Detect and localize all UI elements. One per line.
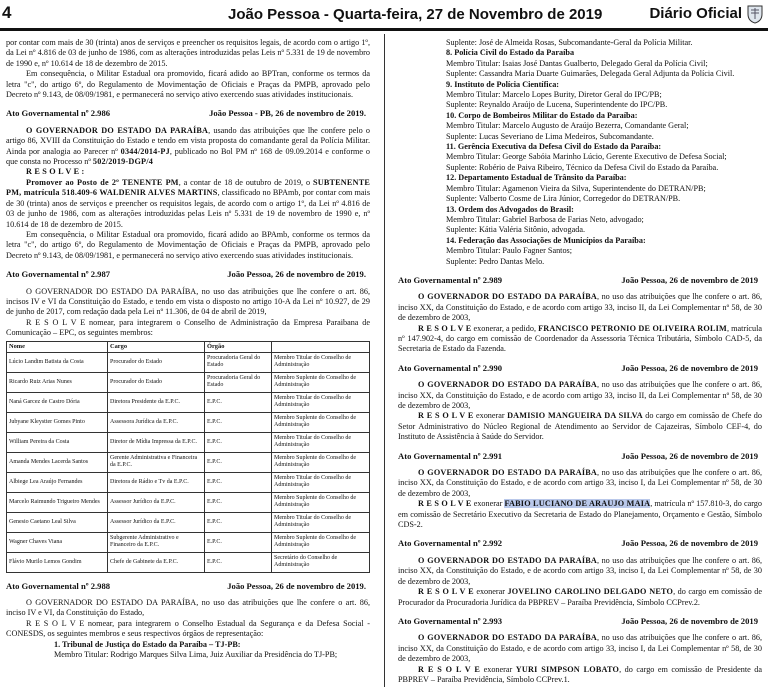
act-text: exonerar [473,587,508,597]
table-cell: Wagner Chaves Viana [7,532,108,552]
act-text: , a contar de 18 de outubro de 2019, o [178,177,313,187]
council-item: 13. Ordem dos Advogados do Brasil: [446,204,574,214]
table-body [7,352,370,572]
act-text: , no uso das atribuições que lhe confere o art. 86, inciso XX, da Constituição do Estado, e de acordo com artigo 33, inciso I, da Lei Complementar nº 58, de 30 de dezembro de 2003, [398,555,762,586]
act-body [398,633,762,664]
act-text: , matrícula nº 157.810-3, do cargo em comissão de Secretário Executivo da Secretaria de Estado do Planejamento, Orçamento e Gestão, Símbolo CDS-2. [398,499,762,530]
act-date: João Pessoa, 26 de novembro de 2019 [621,362,758,373]
table-row [7,352,370,372]
council-member: Suplente: Robério de Paiva Ribeiro, Técnico da Defesa Civil do Estado da Paraíba. [446,162,719,172]
table-row [7,432,370,452]
act-body [398,587,762,608]
act-body [398,292,762,323]
act-text: exonerar [480,664,516,674]
table-cell: Diretora Presidente da E.P.C. [108,392,205,412]
table-row [7,472,370,492]
page-header [0,0,768,32]
table-cell: E.P.C. [205,512,272,532]
council-member: Suplente: Kátia Valéria Sitônio, advogada. [446,225,586,235]
act-text: exonerar, a pedido, [471,323,539,333]
council-member: Suplente: José de Almeida Rosas, Subcomandante-Geral da Polícia Militar. [446,38,693,47]
resolve-paragraph: R E S O L V E nomear, para integrarem o Conselho Estadual da Segurança e da Defesa Social - CONESDS, os seguintes membros e seus respectivos órgãos de representação: [6,618,370,639]
table-cell: Assessora Jurídica da E.P.C. [108,412,205,432]
act-heading [398,363,762,373]
council-member: Membro Titular: Gabriel Barbosa de Farias Neto, advogado; [446,214,644,224]
council-member: Membro Titular: Marcelo Augusto de Araújo Bezerra, Comandante Geral; [446,121,689,131]
person-name: FRANCISCO PETRONIO DE OLIVEIRA ROLIM [538,323,727,333]
table-row [7,552,370,572]
table-cell: Secretário do Conselho de Administração [272,552,370,572]
act-number: Ato Governamental nº 2.986 [6,108,111,119]
table-cell: Membro Titular do Conselho de Administração [272,512,370,532]
act-date: João Pessoa, 26 de novembro de 2019 [621,615,758,626]
column-divider [384,34,385,687]
table-cell: Membro Titular do Conselho de Administração [272,352,370,372]
resolve-label: R E S O L V E : [26,167,85,177]
table-row [7,532,370,552]
act-number: Ato Governamental nº 2.991 [398,450,503,461]
table-cell: Membro Suplente do Conselho de Administração [272,412,370,432]
table-row [7,412,370,432]
table-cell: Genesio Caetano Leal Silva [7,512,108,532]
act-date: João Pessoa, 26 de novembro de 2019. [227,580,366,591]
act-text: , matrícula nº 147.902-4, do cargo em comissão de Coordenador da Assessoria Técnica Tributária, Símbolo CAD-5, da Secretaria de Estado da Fazenda. [398,323,762,354]
council-member: Membro Titular: Paulo Fagner Santos; [446,246,572,256]
table-cell: Chefe de Gabinete da E.P.C. [108,552,205,572]
table-cell: Diretor de Mídia Impressa da E.P.C. [108,432,205,452]
resolve-label: R E S O L V E [418,499,472,509]
council-member: Membro Titular: Agamenon Vieira da Silva, Superintendente do DETRAN/PB; [446,183,706,193]
council-member: Suplente: Cassandra Maria Duarte Guimarães, Delegada Geral Adjunta da Polícia Civil. [446,69,735,79]
council-members-table [6,341,370,573]
act-body [398,556,762,587]
table-cell: E.P.C. [205,552,272,572]
act-heading [398,275,762,285]
column-header: Nome [7,341,108,352]
council-item: 11. Gerência Executiva da Defesa Civil do Estado da Paraíba: [446,142,662,152]
table-row [7,452,370,472]
resolve-line [6,167,370,177]
act-text: , no uso das atribuições que lhe confere o art. 86, inciso XX, da Constituição do Estado, e de acordo com artigo 33, inciso I, da Lei Complementar nº 58, de 30 de dezembro de 2003, [398,468,762,498]
act-heading [398,538,762,548]
act-date: João Pessoa, 26 de novembro de 2019 [621,274,758,285]
table-cell: E.P.C. [205,412,272,432]
act-text: , publicado no Bol PM nº 168 de 09.09.2014 e conforme o que consta no Processo nº [6,146,370,167]
act-text: exonerar [471,499,505,509]
council-member: Suplente: Lucas Severiano de Lima Medeiros, Subcomandante. [446,131,654,141]
intro-paragraph-2: Em consequência, o Militar Estadual ora promovido, ficará adido ao BPTran, conforme os termos da letra "c", do artigo 6º, do Regulamento de Movimentação de Oficiais e Praças da PMPB, aprovado pelo Decreto nº 9.143, de 08/09/1981, e permanecerá no serviço ativo exercendo suas atividades institucionais. [6,69,370,100]
act-text: exonerar [473,411,508,421]
person-name: JOVELINO CAROLINO DELGADO NETO [507,587,674,597]
left-column [6,38,370,687]
act-date: João Pessoa, 26 de novembro de 2019. [227,269,366,280]
act-text: , do cargo em comissão de Procurador da Procuradoria Jurídica da PBPREV – Paraíba Previdência, Símbolo CCPrev.2. [398,587,762,607]
council-member: Suplente: Pedro Dantas Melo. [446,256,545,266]
act-text: , no uso das atribuições que lhe confere o art. 86, inciso XX, da Constituição do Estado, e de acordo com artigo 33, inciso II, da Lei Complementar nº 58, de 30 de dezembro de 2003, [398,380,762,410]
council-member: Membro Titular: Marcelo Lopes Burity, Diretor Geral do IPC/PB; [446,90,662,100]
table-cell: E.P.C. [205,532,272,552]
table-row [7,512,370,532]
table-cell: Procuradoria Geral do Estado [205,372,272,392]
council-item: 9. Instituto de Polícia Científica: [446,79,560,89]
act-text: , no uso das atribuições que lhe confere o art. 86, inciso XX, da Constituição do Estado, e de acordo com artigo 33, inciso II, da Lei Complementar nº 58, de 30 de dezembro de 2003, [398,292,762,323]
intro-paragraph: por contar com mais de 30 (trinta) anos de serviços e preencher os requisitos legais, de acordo com o artigo 1º, da Lei nº 4.816 de 03 de junho de 1986, com as alterações introduzidas pelas Leis nº 5.331 de 19 de novembro de 1990 e, nº 10.614 de 18 de dezembro de 2015. [6,38,370,68]
header-rule [0,28,768,31]
table-cell: Diretora de Rádio e Tv da E.P.C. [108,472,205,492]
governor-title: O GOVERNADOR DO ESTADO DA PARAÍBA [418,633,598,643]
table-cell: Membro Suplente do Conselho de Administração [272,492,370,512]
table-cell: E.P.C. [205,472,272,492]
act-number: Ato Governamental nº 2.989 [398,274,503,285]
act-text: , do cargo em comissão de Presidente da PBPREV – Paraíba Previdência, Símbolo CCPrev.1. [398,664,762,684]
act-number: Ato Governamental nº 2.992 [398,538,503,549]
council-item: 10. Corpo de Bombeiros Militar do Estado da Paraíba: [446,110,638,120]
council-item: 14. Federação das Associações de Municípios da Paraíba: [446,235,646,245]
table-cell: Membro Suplente do Conselho de Administração [272,452,370,472]
governor-title: O GOVERNADOR DO ESTADO DA PARAÍBA [418,380,598,390]
act-body: O GOVERNADOR DO ESTADO DA PARAÍBA, no uso das atribuições que lhe confere o art. 86, inciso IV e VI, da Constituição do Estado, [6,597,370,618]
act-heading [398,451,762,461]
table-cell: Subgerente Administrativo e Financeiro da E.P.C. [108,532,205,552]
right-column [398,38,762,687]
person-name: YURI SIMPSON LOBATO [515,664,620,674]
act-paragraph: Em consequência, o Militar Estadual ora promovido, ficará adido ao BPAmb, conforme os termos da letra "c", do artigo 6º, do Regulamento de Movimentação de Oficiais e Praças da PMPB, aprovado pelo Decreto nº 9.143, de 08/09/1981, e permanecerá no serviço ativo exercendo suas atividades institucionais. [6,229,370,260]
act-text: , no uso das atribuições que lhe confere o art. 86, inciso XX, da Constituição do Estado, e de acordo com artigo 33, inciso I, da Lei Complementar nº 58, de 30 de dezembro de 2003, [398,633,762,664]
act-number: Ato Governamental nº 2.990 [398,362,503,373]
governor-title: O GOVERNADOR DO ESTADO DA PARAÍBA [418,468,598,478]
table-row [7,392,370,412]
council-member: Membro Titular: Rodrigo Marques Silva Lima, Juiz Auxiliar da Presidência do TJ-PB; [54,650,338,659]
act-text: , classificado no BPAmb, por contar com mais de 30 (trinta) anos de serviços e preencher os requisitos legais, de acordo com o artigo 1º, da Lei nº 4.816 de 03 de junho de 1986, com as alterações introduzidas pelas Leis nº 5.331 de 19 de novembro de 1990 e, nº 10.614 de 18 de dezembro de 2015. [6,188,370,229]
parecer-number: 0344/2014-PJ [120,146,170,156]
council-item: 12. Departamento Estadual de Trânsito da Paraíba: [446,173,627,183]
act-date: João Pessoa, 26 de novembro de 2019 [621,450,758,461]
act-text: , usando das atribuições que lhe confere pelo o artigo 86, XVIII da Constituição do Estado e tendo em vista proposta do comandante geral da Polícia Militar. Ainda por analogia ao Parecer nº [6,125,370,156]
act-heading [398,616,762,626]
act-body [398,411,762,442]
council-member: Membro Titular: Isaias José Dantas Gualberto, Delegado Geral da Polícia Civil; [446,58,708,68]
table-cell: Flávio Murilo Lemos Gondim [7,552,108,572]
act-number: Ato Governamental nº 2.988 [6,580,111,591]
act-date: João Pessoa, 26 de novembro de 2019 [621,538,758,549]
column-header: Órgão [205,341,272,352]
table-cell: Procurador do Estado [108,372,205,392]
governor-title: O GOVERNADOR DO ESTADO DA PARAÍBA [26,125,209,135]
table-cell: Assessor Jurídico da E.P.C. [108,512,205,532]
resolve-paragraph: R E S O L V E nomear, para integrarem o Conselho de Administração da Empresa Paraibana de Comunicação – EPC, os seguintes membros: [6,317,370,338]
resolve-label: R E S O L V E [418,664,481,674]
table-cell: Ricardo Ruiz Arias Nunes [7,372,108,392]
act-body [398,380,762,411]
act-body [398,665,762,686]
council-member: Membro Titular: George Sabóia Marinho Lúcio, Gerente Executivo de Defesa Social; [446,152,727,162]
table-cell: William Pereira da Costa [7,432,108,452]
table-cell: Procurador do Estado [108,352,205,372]
governor-title: O GOVERNADOR DO ESTADO DA PARAÍBA [418,555,598,565]
table-cell: Assessor Jurídico da E.P.C. [108,492,205,512]
table-row [7,372,370,392]
council-list [398,38,762,267]
act-heading [6,269,370,279]
table-cell: E.P.C. [205,432,272,452]
table-cell: E.P.C. [205,392,272,412]
act-heading [6,108,370,118]
table-cell: Membro Titular do Conselho de Administração [272,392,370,412]
governor-title: O GOVERNADOR DO ESTADO DA PARAÍBA [418,292,598,302]
person-name: SUBTENENTE PM, matrícula 518.409-6 WALDENIR ALVES MARTINS [6,177,370,198]
highlighted-person-name: FABIO LUCIANO DE ARAUJO MAIA [504,499,651,509]
table-cell: E.P.C. [205,452,272,472]
table-cell: Gerente Administrativa e Financeira da E.P.C. [108,452,205,472]
council-member: Suplente: Reynaldo Araújo de Lucena, Superintendente do IPC/PB. [446,100,668,110]
table-cell: Membro Titular do Conselho de Administração [272,432,370,452]
table-cell: Albiege Lea Araújo Fernandes [7,472,108,492]
table-cell: Jubyane Kleystter Gomes Pinto [7,412,108,432]
processo-number: 502/2019-DGP/4 [92,157,154,167]
page-number: 4 [2,3,12,22]
table-header-row [7,341,370,352]
act-body: O GOVERNADOR DO ESTADO DA PARAÍBA, no uso das atribuições que lhe confere o art. 86, incisos IV e VI da Constituição do Estado, e tendo em vista o disposto no artigo 10-A da Lei nº 10.927, de 29 de junho de 2017, com redação dada pela Lei nº 11.306, de 04 de abril de 2019, [6,286,370,317]
act-body [398,499,762,530]
act-body [398,324,762,355]
act-number: Ato Governamental nº 2.987 [6,269,111,280]
resolve-label: R E S O L V E [418,587,474,597]
table-cell: E.P.C. [205,492,272,512]
table-cell: Marcelo Raimundo Trigueiro Mendes [7,492,108,512]
act-text: do cargo em comissão de Chefe do Setor Administrativo do Núcleo Regional de Atendimento ao Servidor de Cajazeiras, Símbolo CEF-4, do Instituto de Assistência à Saúde do Servidor. [398,411,762,442]
act-heading [6,581,370,591]
act-date: João Pessoa - PB, 26 de novembro de 2019. [209,108,366,119]
table-cell: Lúcio Landim Batista da Costa [7,352,108,372]
council-item: 1. Tribunal de Justiça do Estado da Paraíba – TJ-PB: [54,639,241,649]
promotion-rank: Promover ao Posto de 2º TENENTE PM [26,177,179,187]
date-line: João Pessoa - Quarta-feira, 27 de Novembro de 2019 [228,6,603,23]
resolve-label: R E S O L V E [418,411,474,421]
column-header: Cargo [108,341,205,352]
table-cell: Membro Suplente do Conselho de Administração [272,532,370,552]
act-body [6,178,370,230]
person-name: DAMISIO MANGUEIRA DA SILVA [507,411,643,421]
table-cell: Naná Garcez de Castro Dória [7,392,108,412]
act-number: Ato Governamental nº 2.993 [398,615,503,626]
table-cell: Membro Suplente do Conselho de Administração [272,372,370,392]
council-item: 8. Polícia Civil do Estado da Paraíba [446,48,575,58]
act-body [398,468,762,499]
act-body [6,126,370,168]
table-cell: Procuradoria Geral do Estado [205,352,272,372]
coat-of-arms-icon [746,4,764,24]
council-member: Suplente: Valberto Cosme de Lira Júnior, Corregedor do DETRAN/PB. [446,194,681,204]
table-row [7,492,370,512]
table-cell: Amanda Mendes Lacerda Santos [7,452,108,472]
column-header [272,341,370,352]
table-cell: Membro Titular do Conselho de Administração [272,472,370,492]
resolve-label: R E S O L V E [418,323,472,333]
journal-title: Diário Oficial [649,5,742,22]
